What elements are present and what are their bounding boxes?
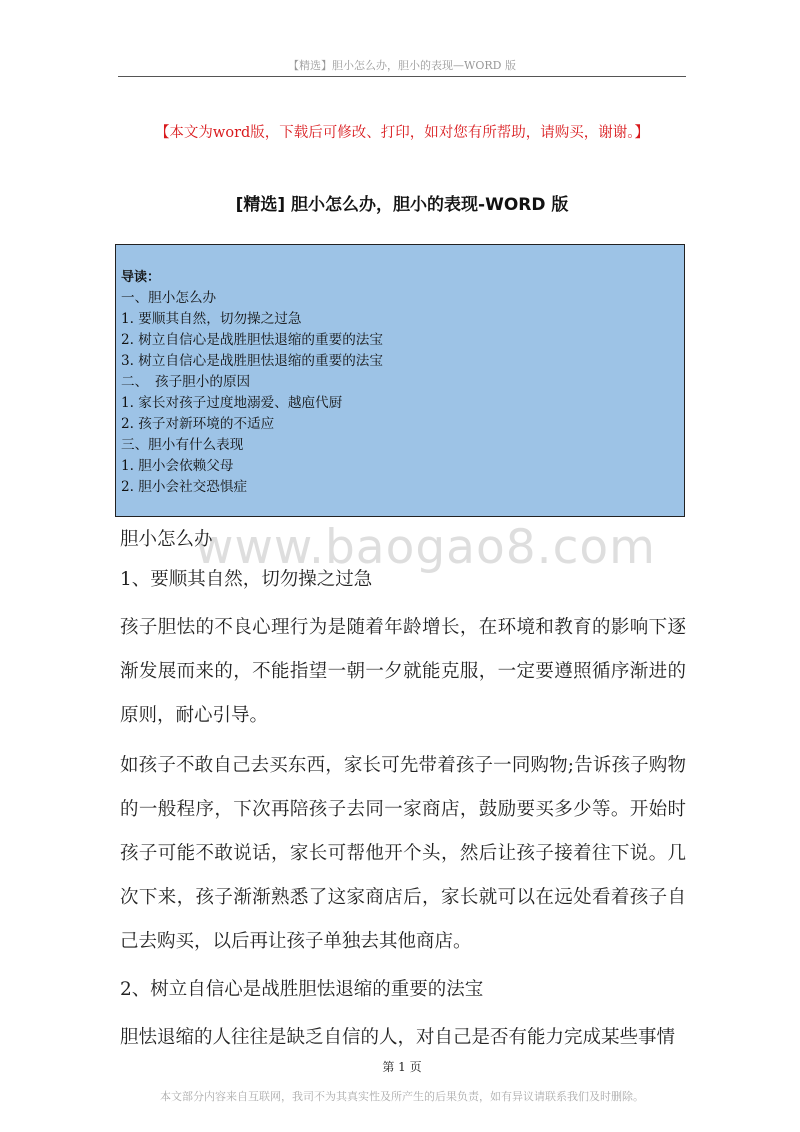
guide-item: 1. 胆小会依赖父母 <box>121 458 234 474</box>
guide-item: 一、胆小怎么办 <box>121 290 217 306</box>
paragraph: 孩子胆怯的不良心理行为是随着年龄增长，在环境和教育的影响下逐渐发展而来的，不能指望一朝一夕就能克服，一定要遵照循序渐进的原则，耐心引导。 <box>120 617 686 726</box>
paragraph: 胆怯退缩的人往往是缺乏自信的人，对自己是否有能力完成某些事情 <box>120 1027 676 1048</box>
guide-item: 3. 树立自信心是战胜胆怯退缩的重要的法宝 <box>121 353 383 369</box>
section-heading: 胆小怎么办 <box>120 529 213 550</box>
guide-box <box>115 244 685 517</box>
promo-notice: 【本文为word版，下载后可修改、打印，如对您有所帮助，请购买，谢谢。】 <box>154 125 650 141</box>
subsection-heading: 2、树立自信心是战胜胆怯退缩的重要的法宝 <box>120 979 484 1000</box>
guide-item: 2. 树立自信心是战胜胆怯退缩的重要的法宝 <box>121 332 383 348</box>
guide-item: 1. 要顺其自然，切勿操之过急 <box>121 311 302 327</box>
paragraph: 如孩子不敢自己去买东西，家长可先带着孩子一同购物;告诉孩子购物的一般程序，下次再陪孩子去同一家商店，鼓励要买多少等。开始时孩子可能不敢说话，家长可帮他开个头，然后让孩子接着往下说。几次下来，孩子渐渐熟悉了这家商店后，家长就可以在远处看着孩子自己去购买，以后再让孩子单独去其他商店。 <box>120 755 686 952</box>
guide-item: 2. 孩子对新环境的不适应 <box>121 416 275 432</box>
guide-label: 导读： <box>121 270 161 285</box>
subsection-heading: 1、要顺其自然，切勿操之过急 <box>120 569 373 590</box>
guide-item: 二、 孩子胆小的原因 <box>121 374 251 390</box>
watermark: www.baogao8.com <box>195 520 656 575</box>
header-divider <box>118 76 686 77</box>
guide-item: 1. 家长对孩子过度地溺爱、越庖代厨 <box>121 395 343 411</box>
document-title: [精选] 胆小怎么办，胆小的表现-WORD 版 <box>235 195 569 215</box>
page-header: 【精选】胆小怎么办，胆小的表现—WORD 版 <box>288 59 516 72</box>
page-number: 第 1 页 <box>382 1060 422 1074</box>
body-content <box>120 520 686 1066</box>
guide-item: 2. 胆小会社交恐惧症 <box>121 479 248 495</box>
guide-item: 三、胆小有什么表现 <box>121 437 244 453</box>
page-footer: 本文部分内容来自互联网，我司不为其真实性及所产生的后果负责，如有异议请联系我们及时删除。 <box>160 1090 644 1103</box>
